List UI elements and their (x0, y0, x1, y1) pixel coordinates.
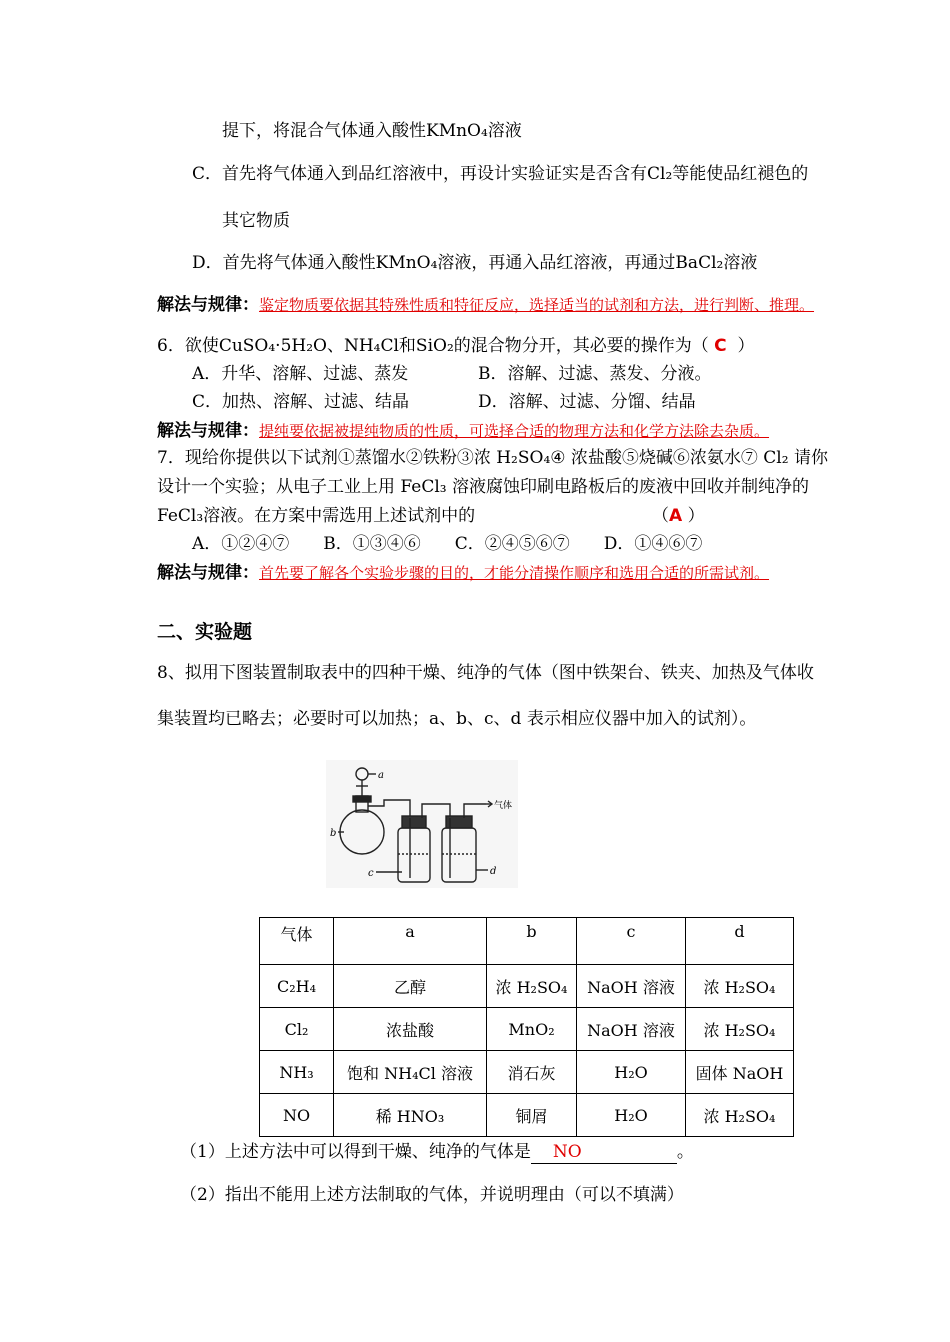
q7-rule (157, 562, 769, 584)
table-cell: 浓 H₂SO₄ (686, 965, 794, 1008)
q5-option-d: D．首先将气体通入酸性KMnO₄溶液，再通入品红溶液，再通过BaCl₂溶液 (192, 253, 758, 273)
wash-bottle-2 (442, 828, 476, 882)
table-row (260, 965, 794, 1008)
table-cell: 浓盐酸 (334, 1008, 487, 1051)
table-cell: 稀 HNO₃ (334, 1094, 487, 1137)
rule-text: 首先要了解各个实验步骤的目的，才能分清操作顺序和选用合适的所需试剂。 (259, 564, 770, 582)
rule-text: 鉴定物质要依据其特殊性质和特征反应，选择适当的试剂和方法，进行判断、推理。 (259, 296, 815, 314)
q6-option-c: C．加热、溶解、过滤、结晶 (192, 392, 410, 412)
q6-rule (157, 420, 769, 442)
q7-line3: FeCl₃溶液。在方案中需选用上述试剂中的 (157, 506, 476, 526)
label-b: b (330, 828, 337, 839)
table-cell: 饱和 NH₄Cl 溶液 (334, 1051, 487, 1094)
table-cell: NaOH 溶液 (577, 1008, 686, 1051)
q8-sub1-suffix: 。 (676, 1142, 694, 1162)
q8-line1: 8、拟用下图装置制取表中的四种干燥、纯净的气体（图中铁架台、铁夹、加热及气体收 (157, 663, 814, 683)
reagent-table (259, 917, 794, 1137)
q7-answer-bracket (652, 505, 705, 527)
table-cell: NH₃ (260, 1051, 334, 1094)
q7-answer: A (669, 506, 683, 526)
label-a: a (378, 770, 384, 781)
wash-bottle-1 (398, 828, 430, 882)
table-cell: 浓 H₂SO₄ (686, 1094, 794, 1137)
q8-sub1 (180, 1141, 694, 1164)
table-cell: Cl₂ (260, 1008, 334, 1051)
table-row (260, 1094, 794, 1137)
table-cell: MnO₂ (487, 1008, 577, 1051)
q8-sub1-prefix: （1）上述方法中可以得到干燥、纯净的气体是 (180, 1142, 531, 1162)
rule-label: 解法与规律： (157, 563, 259, 583)
apparatus-diagram (326, 760, 518, 888)
table-cell: 浓 H₂SO₄ (686, 1008, 794, 1051)
q7-open: （ (652, 506, 669, 526)
q5-option-c: C．首先将气体通入到品红溶液中，再设计实验证实是否含有Cl₂等能使品红褪色的 (192, 164, 809, 184)
q8-line2: 集装置均已略去；必要时可以加热；a、b、c、d 表示相应仪器中加入的试剂）。 (157, 709, 757, 729)
label-c: c (368, 868, 374, 879)
q5-option-c-continuation: 其它物质 (222, 211, 290, 231)
table-row (260, 1008, 794, 1051)
rule-label: 解法与规律： (157, 421, 259, 441)
table-header-cell: a (334, 918, 487, 965)
q6-close: ） (737, 336, 755, 356)
table-cell: H₂O (577, 1051, 686, 1094)
table-cell: 乙醇 (334, 965, 487, 1008)
q7-line2: 设计一个实验；从电子工业上用 FeCl₃ 溶液腐蚀印刷电路板后的废液中回收并制纯净的 (157, 477, 809, 497)
label-gas: 气体 (494, 801, 513, 811)
rule-text: 提纯要依据被提纯物质的性质，可选择合适的物理方法和化学方法除去杂质。 (259, 422, 770, 440)
rule-label: 解法与规律： (157, 295, 259, 315)
table-row (260, 1051, 794, 1094)
table-header-row (260, 918, 794, 965)
q5-option-b-continuation: 提下，将混合气体通入酸性KMnO₄溶液 (222, 121, 522, 141)
label-d: d (490, 866, 497, 877)
table-header-cell: 气体 (260, 918, 334, 965)
table-cell: 浓 H₂SO₄ (487, 965, 577, 1008)
q6-option-d: D．溶解、过滤、分馏、结晶 (478, 392, 696, 412)
apparatus-figure (326, 760, 518, 888)
flask (340, 810, 384, 854)
q5-rule (157, 294, 814, 316)
table-cell: C₂H₄ (260, 965, 334, 1008)
table-cell: NO (260, 1094, 334, 1137)
table-header-cell: d (686, 918, 794, 965)
section-title: 二、实验题 (157, 621, 253, 643)
table-cell: NaOH 溶液 (577, 965, 686, 1008)
table-cell: H₂O (577, 1094, 686, 1137)
q6-stem-text: 6．欲使CuSO₄·5H₂O、NH₄Cl和SiO₂的混合物分开，其必要的操作为（ (157, 336, 709, 356)
funnel-bulb (356, 768, 368, 780)
table-cell: 固体 NaOH (686, 1051, 794, 1094)
q7-options: A．①②④⑦ B．①③④⑥ C．②④⑤⑥⑦ D．①④⑥⑦ (192, 534, 703, 554)
table-cell: 消石灰 (487, 1051, 577, 1094)
q6-option-a: A．升华、溶解、过滤、蒸发 (192, 364, 409, 384)
q6-option-b: B．溶解、过滤、蒸发、分液。 (478, 364, 712, 384)
q8-sub2: （2）指出不能用上述方法制取的气体，并说明理由（可以不填满） (180, 1185, 684, 1205)
q7-line1: 7．现给你提供以下试剂①蒸馏水②铁粉③浓 H₂SO₄④ 浓盐酸⑤烧碱⑥浓氨水⑦ Cl₂ 请你 (157, 448, 828, 468)
table-cell: 铜屑 (487, 1094, 577, 1137)
q8-sub1-answer: NO (531, 1141, 677, 1164)
q6-answer: C (714, 336, 727, 356)
q7-close: ） (687, 506, 705, 526)
q6-stem (157, 335, 754, 357)
table-header-cell: c (577, 918, 686, 965)
table-header-cell: b (487, 918, 577, 965)
